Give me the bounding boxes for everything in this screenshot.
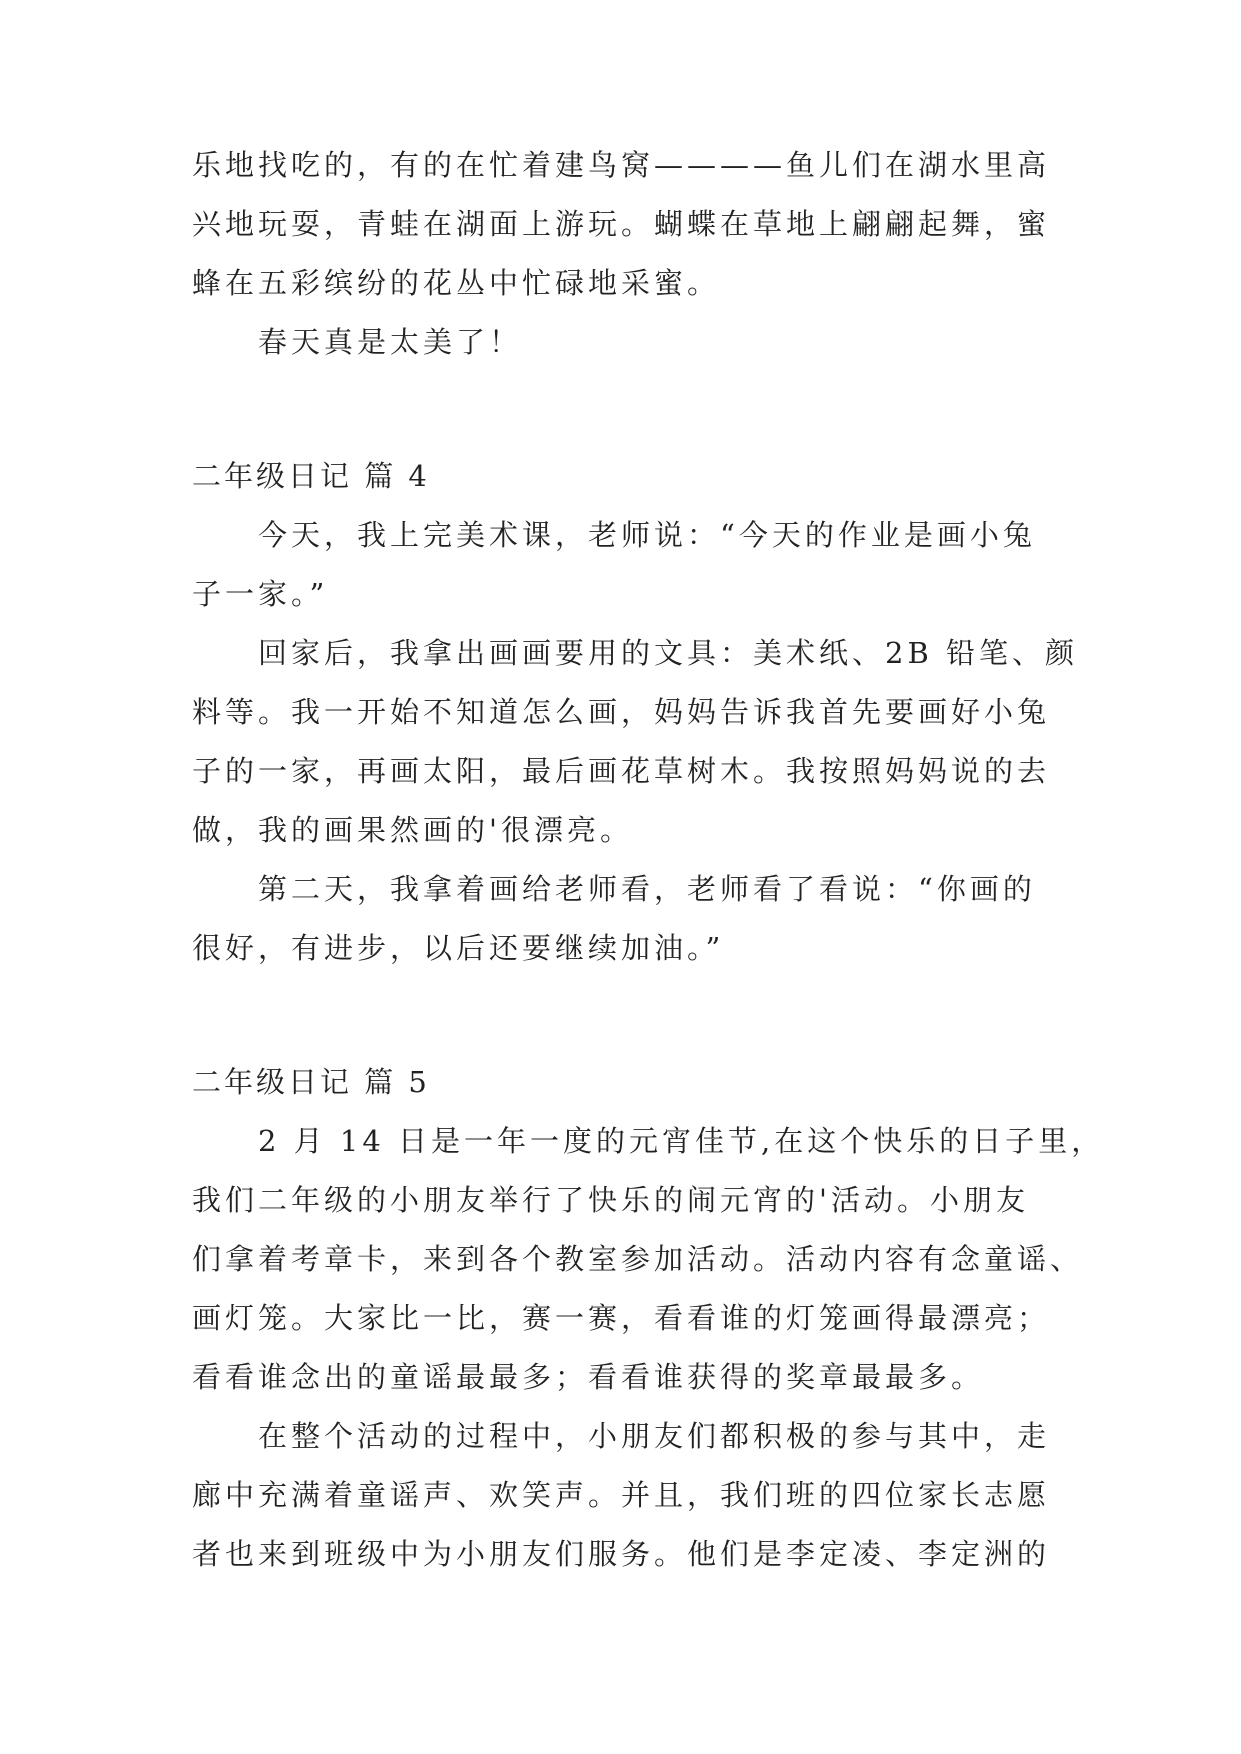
paragraph-line: 回家后，我拿出画画要用的文具：美术纸、2B 铅笔、颜 <box>258 636 1078 670</box>
paragraph-line: 们拿着考章卡，来到各个教室参加活动。活动内容有念童谣、 <box>192 1242 1084 1276</box>
paragraph-line: 很好，有进步，以后还要继续加油。” <box>192 931 725 965</box>
paragraph-line: 春天真是太美了！ <box>258 325 523 359</box>
paragraph-line: 廊中充满着童谣声、欢笑声。并且，我们班的四位家长志愿 <box>192 1478 1051 1512</box>
paragraph-line: 料等。我一开始不知道怎么画，妈妈告诉我首先要画好小兔 <box>192 695 1051 729</box>
document-body <box>192 0 1105 1754</box>
paragraph-line: 做，我的画果然画的'很漂亮。 <box>192 813 633 847</box>
paragraph-line: 兴地玩耍，青蛙在湖面上游玩。蝴蝶在草地上翩翩起舞，蜜 <box>192 207 1051 241</box>
paragraph-line: 画灯笼。大家比一比，赛一赛，看看谁的灯笼画得最漂亮； <box>192 1301 1051 1335</box>
paragraph-line: 我们二年级的小朋友举行了快乐的闹元宵的'活动。小朋友 <box>192 1183 1029 1217</box>
paragraph-line: 今天，我上完美术课，老师说：“今天的作业是画小兔 <box>258 518 1036 552</box>
section-heading: 二年级日记 篇 4 <box>192 459 430 493</box>
paragraph-line: 蜂在五彩缤纷的花丛中忙碌地采蜜。 <box>192 266 721 300</box>
paragraph-line: 看看谁念出的童谣最最多；看看谁获得的奖章最最多。 <box>192 1360 985 1394</box>
paragraph-line: 乐地找吃的，有的在忙着建鸟窝————鱼儿们在湖水里高 <box>192 148 1051 182</box>
paragraph-line: 者也来到班级中为小朋友们服务。他们是李定凌、李定洲的 <box>192 1537 1051 1571</box>
section-heading: 二年级日记 篇 5 <box>192 1065 430 1099</box>
paragraph-line: 第二天，我拿着画给老师看，老师看了看说：“你画的 <box>258 872 1036 906</box>
paragraph-line: 2 月 14 日是一年一度的元宵佳节,在这个快乐的日子里， <box>258 1124 1105 1158</box>
paragraph-line: 在整个活动的过程中，小朋友们都积极的参与其中，走 <box>258 1419 1051 1453</box>
paragraph-line: 子一家。” <box>192 577 329 611</box>
paragraph-line: 子的一家，再画太阳，最后画花草树木。我按照妈妈说的去 <box>192 754 1051 788</box>
